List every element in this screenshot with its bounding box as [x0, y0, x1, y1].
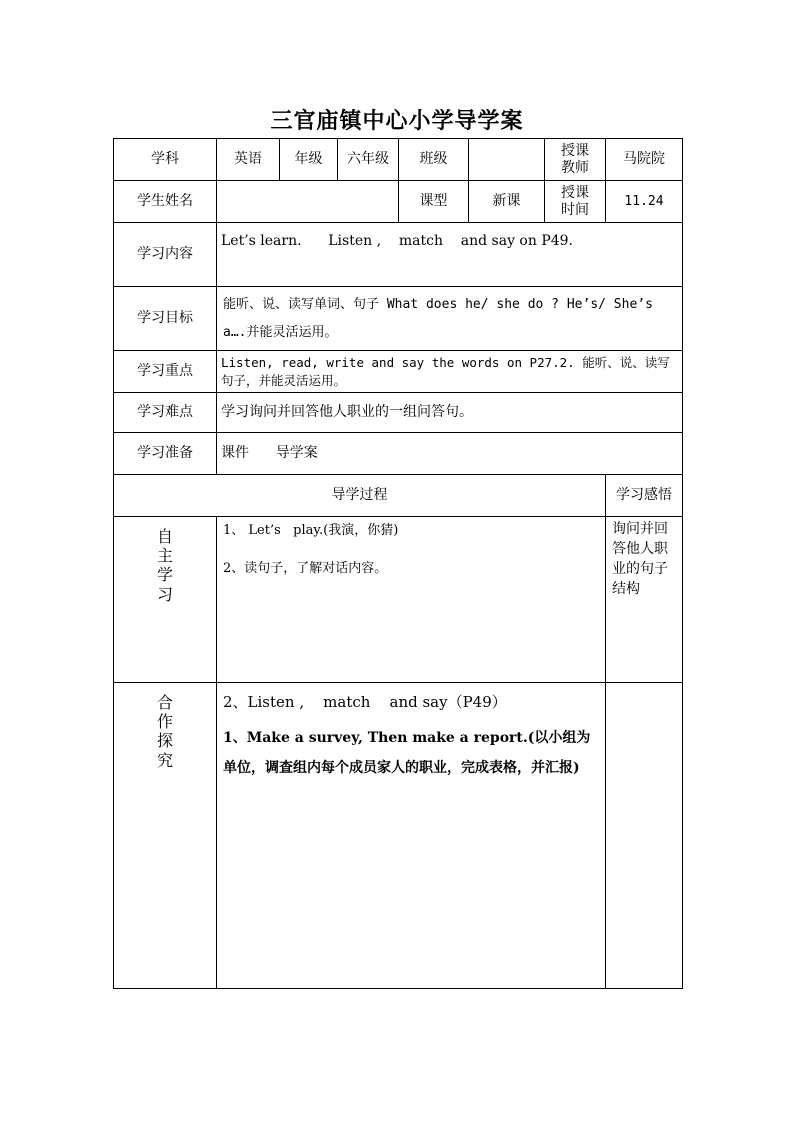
table-row	[114, 475, 683, 517]
lesson-type-value: 新课	[469, 181, 545, 223]
cooperation-label	[114, 683, 217, 989]
cooperation-content	[217, 683, 606, 989]
cooperation-char: 合	[156, 693, 173, 712]
student-name-label: 学生姓名	[114, 181, 217, 223]
cooperation-line: 2、Listen , match and say（P49）	[223, 693, 507, 711]
self-study-line: 2、读句子，了解对话内容。	[223, 560, 388, 576]
self-study-char: 学	[156, 565, 173, 585]
self-study-char: 自	[156, 527, 173, 546]
table-row	[114, 139, 683, 181]
cooperation-char: 作	[156, 712, 173, 732]
cooperation-char: 究	[156, 750, 173, 770]
self-study-char: 习	[156, 584, 173, 604]
lesson-time-label: 授课时间	[545, 181, 606, 223]
table-row	[114, 351, 683, 393]
table-row	[114, 223, 683, 287]
cooperation-line: 1、Make a survey, Then make a report.(以小组为单位，调查组内每个成员家人的职业，完成表格，并汇报)	[223, 730, 591, 776]
preparation-label: 学习准备	[114, 433, 217, 475]
table-row	[114, 683, 683, 989]
teacher-label: 授课教师	[545, 139, 606, 181]
content-value: Let’s learn. Listen , match and say on P49.	[217, 223, 683, 287]
content-label: 学习内容	[114, 223, 217, 287]
difficulty-value: 学习询问并回答他人职业的一组问答句。	[217, 393, 683, 433]
table-row	[114, 433, 683, 475]
self-study-label	[114, 517, 217, 683]
table-row	[114, 393, 683, 433]
class-value[interactable]	[469, 139, 545, 181]
goal-label: 学习目标	[114, 287, 217, 351]
preparation-value: 课件 导学案	[217, 433, 683, 475]
lesson-plan-table	[113, 138, 683, 989]
subject-value: 英语	[217, 139, 280, 181]
table-row	[114, 517, 683, 683]
lesson-time-value: 11.24	[606, 181, 683, 223]
student-name-value[interactable]	[217, 181, 399, 223]
cooperation-note	[606, 683, 683, 989]
cooperation-char: 探	[156, 731, 173, 751]
process-header: 导学过程	[114, 475, 606, 517]
key-point-value: Listen, read, write and say the words on P27.2. 能听、说、读写句子，并能灵活运用。	[217, 351, 683, 393]
self-study-char: 主	[156, 546, 173, 566]
self-study-content	[217, 517, 606, 683]
goal-value: 能听、说、读写单词、句子 What does he/ she do ? He’s/ She’s a….并能灵活运用。	[217, 287, 683, 351]
self-study-line: 1、 Let’s play.(我演，你猜)	[223, 523, 399, 538]
reflection-header: 学习感悟	[606, 475, 683, 517]
table-row	[114, 287, 683, 351]
key-point-label: 学习重点	[114, 351, 217, 393]
table-row	[114, 181, 683, 223]
class-label: 班级	[399, 139, 469, 181]
difficulty-label: 学习难点	[114, 393, 217, 433]
grade-value: 六年级	[338, 139, 399, 181]
subject-label: 学科	[114, 139, 217, 181]
teacher-value: 马院院	[606, 139, 683, 181]
self-study-note: 询问并回答他人职业的句子结构	[606, 517, 683, 683]
grade-label: 年级	[280, 139, 338, 181]
lesson-type-label: 课型	[399, 181, 469, 223]
page-title: 三官庙镇中心小学导学案	[270, 108, 524, 134]
